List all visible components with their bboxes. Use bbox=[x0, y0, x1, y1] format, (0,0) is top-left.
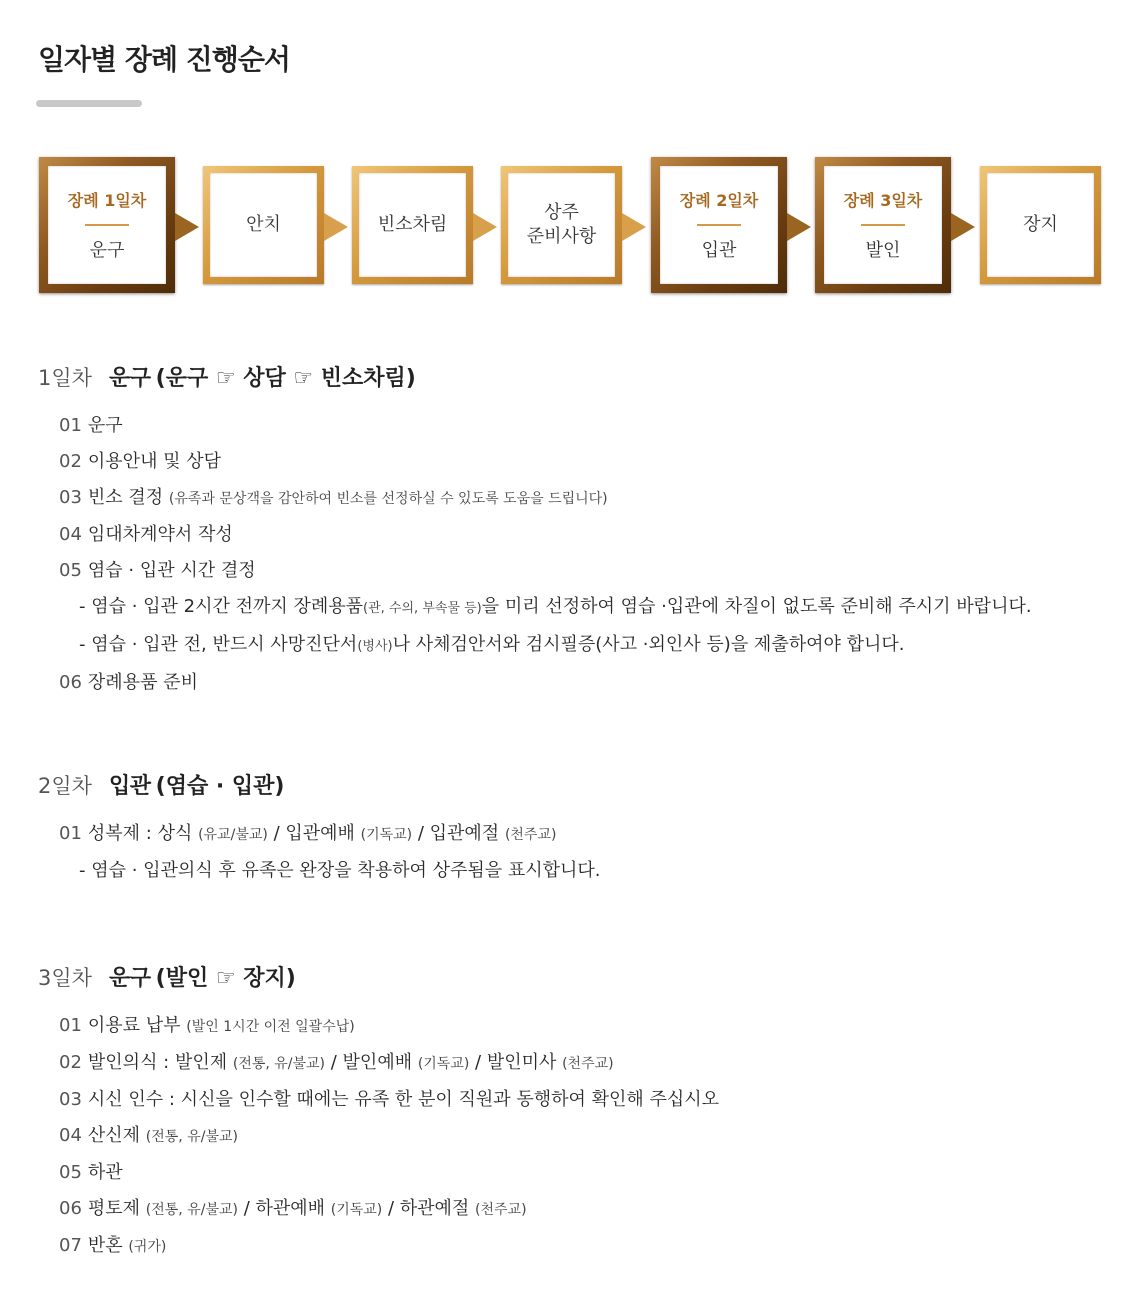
step-label: 안치 bbox=[246, 214, 281, 235]
item-note: (천주교) bbox=[475, 1202, 527, 1218]
item-number: 06 bbox=[59, 1198, 82, 1219]
item-text: 평토제 bbox=[87, 1198, 146, 1219]
arrow-right-icon bbox=[324, 213, 348, 241]
item-note: (귀가) bbox=[128, 1239, 167, 1255]
section-subtitle: (염습 · 입관) bbox=[155, 774, 285, 799]
process-flow bbox=[0, 157, 1140, 295]
step-chief-mourner-prep bbox=[501, 166, 622, 284]
arrow-right-icon bbox=[951, 213, 975, 241]
item-text: 하관 bbox=[87, 1162, 123, 1183]
item-note: (천주교) bbox=[562, 1056, 614, 1072]
item-text: / 하관예절 bbox=[382, 1198, 476, 1219]
list-item: 03 빈소 결정 (유족과 문상객을 감안하여 빈소를 선정하실 수 있도록 도움을 드립니다) bbox=[59, 487, 608, 508]
item-number: 02 bbox=[59, 1052, 82, 1073]
arrow-right-icon bbox=[787, 213, 811, 241]
step-label: 빈소차림 bbox=[377, 214, 448, 235]
note-line: - 염습 · 입관 2시간 전까지 장례용품(관, 수의, 부속물 등)을 미리 선정하여 염습 ·입관에 차질이 없도록 준비해 주시기 바랍니다. bbox=[79, 596, 1032, 617]
item-number: 07 bbox=[59, 1235, 82, 1256]
item-note: (기독교) bbox=[330, 1202, 383, 1218]
day-number: 2일차 bbox=[38, 774, 92, 798]
list-item: 05 염습 · 입관 시간 결정 bbox=[59, 560, 256, 581]
day-number: 3일차 bbox=[38, 966, 92, 990]
step-placement bbox=[203, 166, 324, 284]
step-burial-site bbox=[980, 166, 1101, 284]
list-item: 01 성복제 : 상식 (유교/불교) / 입관예배 (기독교) / 입관예절 (천주교) bbox=[59, 823, 557, 844]
item-number: 01 bbox=[59, 1015, 82, 1036]
item-text: 시신 인수 : 시신을 인수할 때에는 유족 한 분이 직원과 동행하여 확인해 주십시오 bbox=[87, 1089, 720, 1110]
arrow-right-icon bbox=[622, 213, 646, 241]
list-item bbox=[38, 1155, 719, 1191]
step-divider bbox=[861, 224, 905, 226]
section-heading bbox=[38, 358, 1032, 398]
list-item bbox=[38, 1228, 719, 1265]
step-day3-departure bbox=[815, 157, 951, 293]
item-note: (전통, 유/불교) bbox=[145, 1202, 238, 1218]
page-title: 일자별 장례 진행순서 bbox=[38, 43, 290, 76]
step-day-label: 장례 2일차 bbox=[679, 191, 759, 210]
section-heading bbox=[38, 958, 719, 998]
note-line: - 염습 · 입관 전, 반드시 사망진단서(병사)나 사체검안서와 검시필증(사고 ·외인사 등)을 제출하여야 합니다. bbox=[79, 634, 905, 655]
section-subtitle: (운구 ☞ 상담 ☞ 빈소차림) bbox=[155, 366, 416, 391]
item-number: 04 bbox=[59, 1125, 82, 1146]
step-label: 장지 bbox=[1023, 214, 1058, 235]
item-text: 반혼 bbox=[87, 1235, 129, 1256]
arrow-right-icon bbox=[473, 213, 497, 241]
step-label: 발인 bbox=[865, 240, 901, 261]
section-day3 bbox=[38, 958, 719, 1265]
list-item bbox=[38, 1118, 719, 1155]
list-item bbox=[38, 1082, 719, 1118]
section-title: 운구 bbox=[109, 966, 151, 991]
list-item bbox=[38, 1191, 719, 1228]
item-note: (전통, 유/불교) bbox=[232, 1056, 326, 1072]
step-label: 운구 bbox=[89, 240, 125, 261]
item-number: 05 bbox=[59, 1162, 82, 1183]
title-underline-bar bbox=[36, 100, 142, 107]
arrow-right-icon bbox=[175, 213, 199, 241]
step-day2-coffining bbox=[651, 157, 787, 293]
item-note: (발인 1시간 이전 일괄수납) bbox=[186, 1019, 355, 1035]
section-day1 bbox=[38, 358, 1032, 701]
step-divider bbox=[85, 224, 129, 226]
step-label: 상주 준비사항 bbox=[526, 202, 597, 247]
step-day1-transport bbox=[39, 157, 175, 293]
list-item: 02 이용안내 및 상담 bbox=[59, 451, 222, 472]
step-divider bbox=[697, 224, 741, 226]
section-title: 입관 bbox=[109, 774, 151, 799]
item-number: 03 bbox=[59, 1089, 82, 1110]
item-text: 산신제 bbox=[87, 1125, 146, 1146]
section-subtitle: (발인 ☞ 장지) bbox=[155, 966, 296, 991]
step-day-label: 장례 3일차 bbox=[843, 191, 923, 210]
item-text: / 발인예배 bbox=[325, 1052, 418, 1073]
item-text: 이용료 납부 bbox=[87, 1015, 187, 1036]
section-day2 bbox=[38, 766, 601, 889]
item-text: / 발인미사 bbox=[469, 1052, 563, 1073]
list-item bbox=[38, 1008, 719, 1045]
section-title: 운구 bbox=[109, 366, 151, 391]
item-note: (전통, 유/불교) bbox=[145, 1129, 238, 1145]
note-line: - 염습 · 입관의식 후 유족은 완장을 착용하여 상주됨을 표시합니다. bbox=[79, 860, 601, 881]
step-altar-setup bbox=[352, 166, 473, 284]
day-number: 1일차 bbox=[38, 366, 92, 390]
list-item: 01 운구 bbox=[59, 415, 123, 436]
list-item: 06 장례용품 준비 bbox=[59, 672, 198, 693]
list-item: 04 임대차계약서 작성 bbox=[59, 524, 233, 545]
item-text: 발인의식 : 발인제 bbox=[87, 1052, 233, 1073]
list-item bbox=[38, 1045, 719, 1082]
step-label: 입관 bbox=[701, 240, 737, 261]
item-text: / 하관예배 bbox=[237, 1198, 331, 1219]
section-heading bbox=[38, 766, 601, 806]
day3-list bbox=[38, 1008, 719, 1265]
item-note: (기독교) bbox=[417, 1056, 470, 1072]
step-day-label: 장례 1일차 bbox=[67, 191, 147, 210]
